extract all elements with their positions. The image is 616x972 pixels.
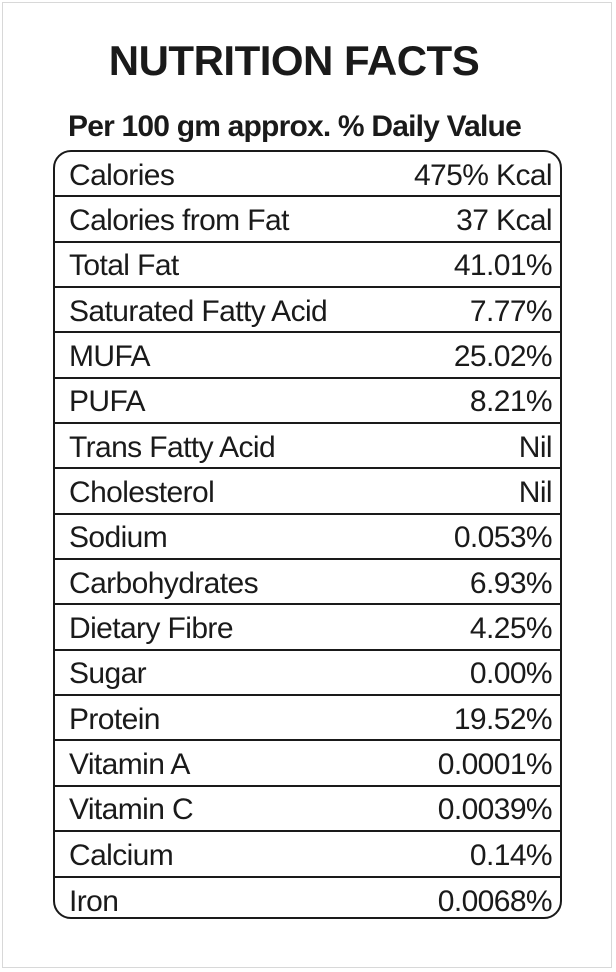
nutrient-name: Protein [69, 702, 160, 736]
nutrient-name: Cholesterol [69, 476, 215, 510]
table-row [55, 605, 560, 650]
nutrient-value: 37 Kcal [456, 204, 552, 238]
nutrient-value: 0.0068% [437, 885, 552, 919]
nutrient-name: MUFA [69, 340, 150, 374]
nutrient-name: Calories from Fat [69, 204, 289, 238]
nutrient-name: Iron [69, 885, 119, 919]
nutrient-value: 0.14% [469, 838, 552, 872]
nutrient-value: 19.52% [453, 702, 552, 736]
nutrition-table [53, 150, 562, 919]
table-row [55, 424, 560, 469]
table-row [55, 288, 560, 333]
nutrient-name: Saturated Fatty Acid [69, 294, 328, 328]
table-row [55, 152, 560, 197]
nutrient-value: 4.25% [469, 612, 552, 646]
nutrient-value: 0.053% [453, 521, 552, 555]
nutrient-value: 8.21% [469, 385, 552, 419]
label-title: NUTRITION FACTS [108, 37, 480, 84]
nutrient-name: Dietary Fibre [69, 612, 233, 646]
nutrient-name: Vitamin A [69, 748, 190, 782]
nutrient-name: Trans Fatty Acid [69, 430, 276, 464]
nutrient-name: Carbohydrates [69, 566, 258, 600]
table-row [55, 197, 560, 242]
table-row [55, 741, 560, 786]
table-row [55, 878, 560, 920]
table-row [55, 696, 560, 741]
nutrient-name: Sugar [69, 657, 147, 691]
nutrient-value: 41.01% [453, 249, 552, 283]
nutrient-value: 0.0039% [437, 793, 552, 827]
table-row [55, 333, 560, 378]
nutrient-value: 6.93% [469, 566, 552, 600]
nutrient-value: 0.0001% [437, 748, 552, 782]
table-row [55, 560, 560, 605]
nutrient-value: 0.00% [469, 657, 552, 691]
table-row [55, 379, 560, 424]
nutrient-name: PUFA [69, 385, 145, 419]
nutrient-name: Calcium [69, 838, 174, 872]
table-row [55, 515, 560, 560]
nutrient-name: Vitamin C [69, 793, 194, 827]
table-row [55, 469, 560, 514]
nutrient-value: Nil [518, 430, 552, 464]
nutrient-name: Total Fat [69, 249, 179, 283]
nutrient-name: Calories [69, 158, 175, 192]
nutrient-value: 475% Kcal [413, 158, 552, 192]
nutrient-name: Sodium [69, 521, 168, 555]
nutrient-value: Nil [518, 476, 552, 510]
nutrient-value: 25.02% [453, 340, 552, 374]
table-row [55, 832, 560, 877]
table-row [55, 787, 560, 832]
table-row [55, 651, 560, 696]
label-subtitle: Per 100 gm approx. % Daily Value [68, 110, 521, 143]
nutrient-value: 7.77% [469, 294, 552, 328]
table-row [55, 243, 560, 288]
